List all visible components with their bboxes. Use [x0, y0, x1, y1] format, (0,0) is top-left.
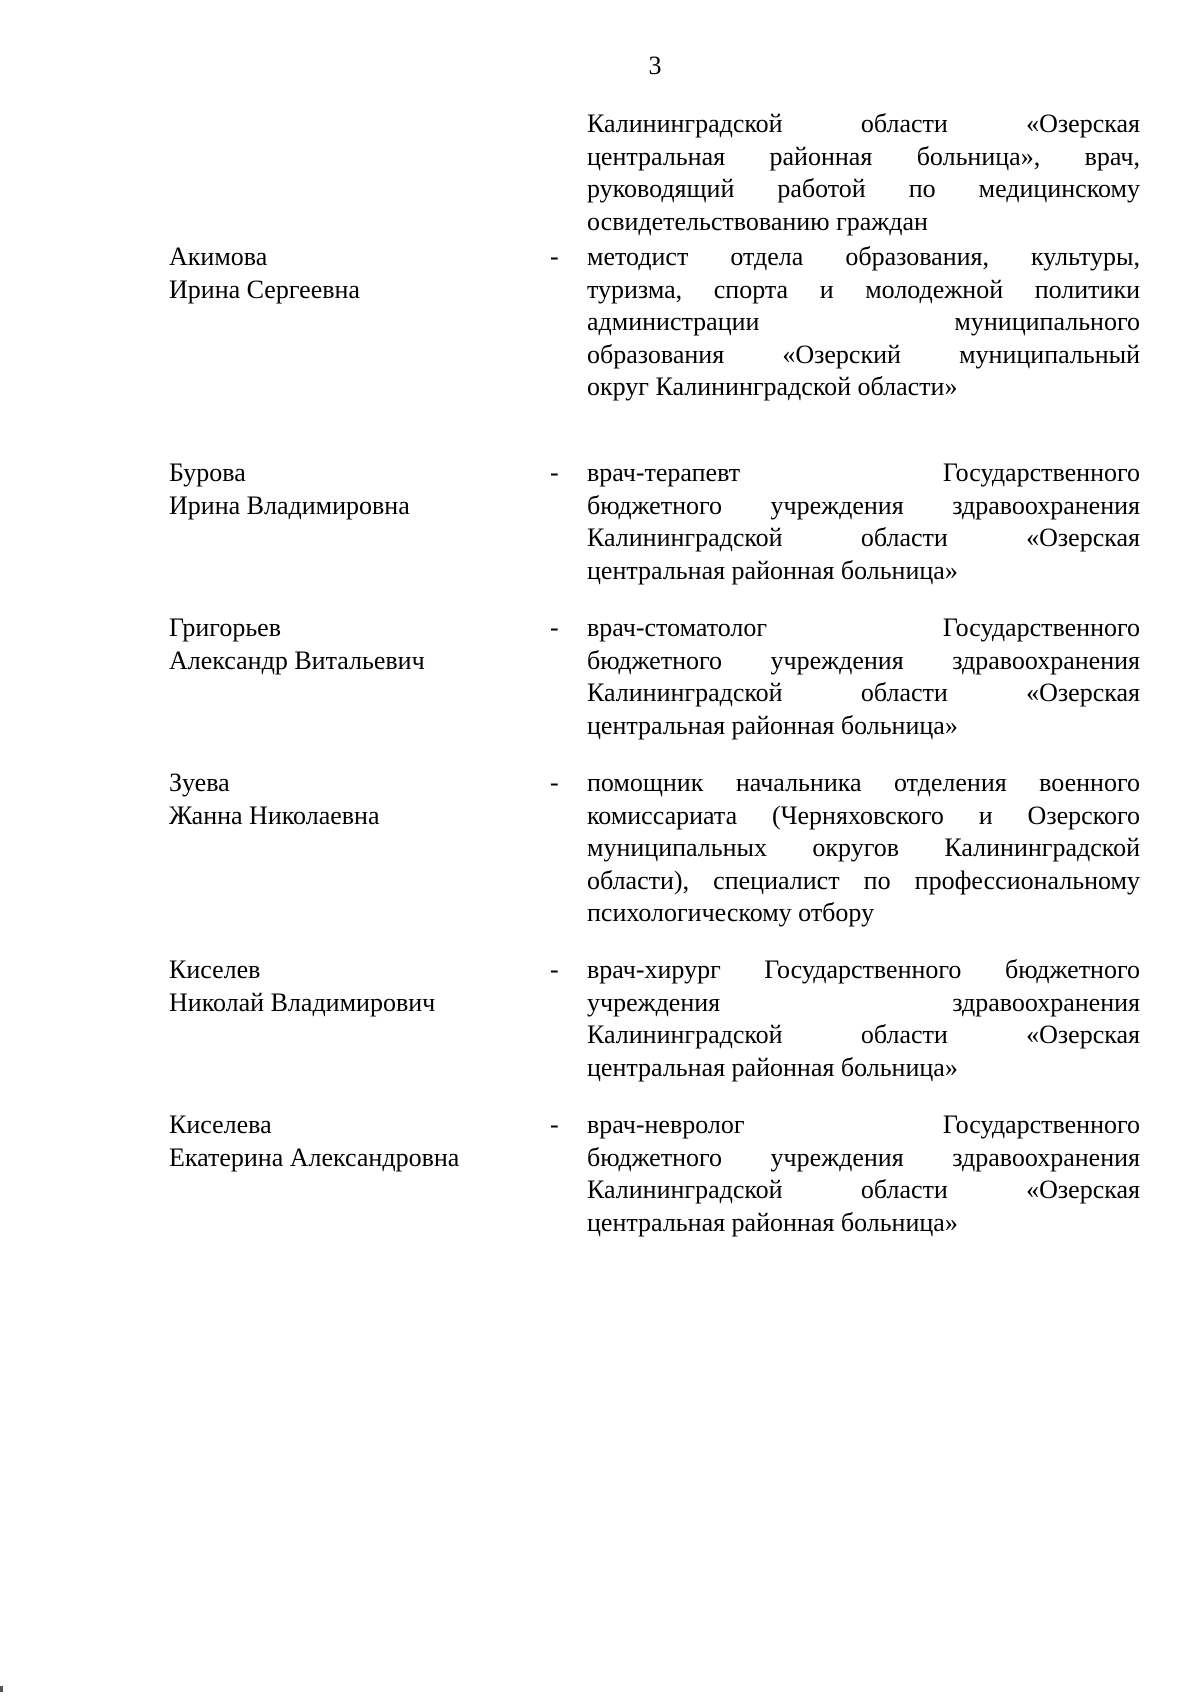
description-line: методист отдела образования, культуры,	[587, 242, 1140, 271]
description-line: врач-терапевт Государственного	[587, 458, 1140, 487]
description-line: учреждения здравоохранения	[587, 987, 1140, 1017]
member-entry	[0, 457, 1200, 597]
continued-description	[587, 108, 1140, 238]
description-line: помощник начальника отделения военного	[587, 768, 1140, 797]
description-line: центральная районная больница»	[587, 1052, 958, 1082]
description-line: бюджетного учреждения здравоохранения	[587, 645, 1140, 675]
member-surname: Киселева	[169, 1110, 272, 1139]
description-line: бюджетного учреждения здравоохранения	[587, 490, 1140, 520]
member-position	[587, 954, 1140, 1084]
member-name	[169, 954, 529, 1019]
member-given-names: Александр Витальевич	[169, 645, 425, 675]
member-entry	[0, 767, 1200, 927]
description-line: врач-невролог Государственного	[587, 1110, 1140, 1139]
description-line: администрации муниципального	[587, 307, 1140, 336]
member-name	[169, 612, 529, 677]
member-given-names: Ирина Владимировна	[169, 490, 410, 520]
description-line: области), специалист по профессиональному	[587, 865, 1140, 895]
description-line: врач-стоматолог Государственного	[587, 613, 1140, 642]
separator-dash: -	[550, 768, 559, 797]
description-line: психологическому отбору	[587, 898, 875, 927]
description-line: Калининградской области «Озерская	[587, 523, 1140, 552]
description-line: центральная районная больница»	[587, 1207, 958, 1237]
separator-dash: -	[550, 458, 559, 487]
description-line: Калининградской области «Озерская	[587, 1175, 1140, 1204]
member-name	[169, 457, 529, 522]
member-name	[169, 241, 529, 306]
member-given-names: Ирина Сергеевна	[169, 274, 360, 304]
member-entry	[0, 612, 1200, 752]
description-line: муниципальных округов Калининградской	[587, 833, 1140, 862]
separator-dash: -	[550, 955, 559, 984]
member-surname: Акимова	[169, 242, 268, 271]
member-surname: Зуева	[169, 768, 230, 797]
member-position	[587, 241, 1140, 404]
separator-dash: -	[550, 613, 559, 642]
member-surname: Григорьев	[169, 613, 281, 642]
separator-dash: -	[550, 1110, 559, 1139]
description-line: округ Калининградской области»	[587, 372, 958, 401]
member-position	[587, 1109, 1140, 1239]
member-given-names: Екатерина Александровна	[169, 1142, 460, 1172]
member-position	[587, 767, 1140, 930]
description-line: Калининградской области «Озерская	[587, 678, 1140, 707]
member-given-names: Николай Владимирович	[169, 987, 436, 1017]
member-entry	[0, 241, 1200, 401]
member-position	[587, 612, 1140, 742]
description-line: Калининградской области «Озерская	[587, 1020, 1140, 1049]
description-line: туризма, спорта и молодежной политики	[587, 274, 1140, 304]
member-position	[587, 457, 1140, 587]
separator-dash: -	[550, 242, 559, 271]
description-line: врач-хирург Государственного бюджетного	[587, 955, 1140, 984]
description-line: образования «Озерский муниципальный	[587, 339, 1140, 369]
description-line: центральная районная больница»	[587, 710, 958, 740]
description-line: комиссариата (Черняховского и Озерского	[587, 800, 1140, 830]
description-line: центральная районная больница»	[587, 555, 958, 585]
description-line: бюджетного учреждения здравоохранения	[587, 1142, 1140, 1172]
description-line: центральная районная больница», врач,	[587, 141, 1140, 171]
member-entry	[0, 954, 1200, 1094]
member-name	[169, 767, 529, 832]
member-entry	[0, 1109, 1200, 1249]
member-surname: Киселев	[169, 955, 261, 984]
description-line: освидетельствованию граждан	[587, 206, 928, 236]
description-line: руководящий работой по медицинскому	[587, 174, 1140, 203]
member-given-names: Жанна Николаевна	[169, 800, 380, 830]
description-line: Калининградской области «Озерская	[587, 109, 1140, 138]
page-number: 3	[648, 51, 662, 80]
scan-artifact	[0, 1686, 3, 1692]
member-name	[169, 1109, 529, 1174]
member-surname: Бурова	[169, 458, 246, 487]
